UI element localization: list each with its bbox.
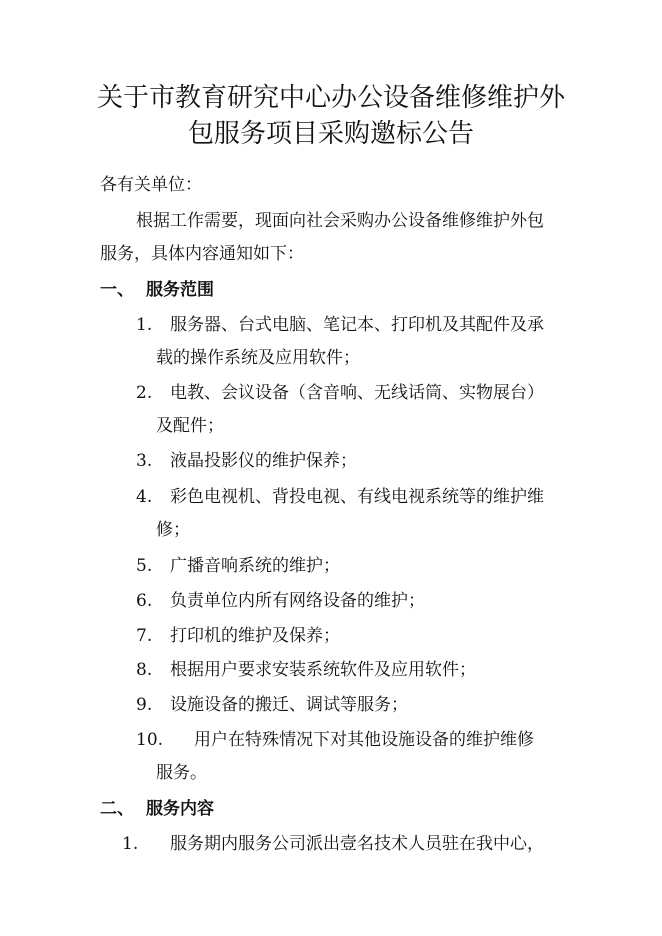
list-item-text: 服务器、台式电脑、笔记本、打印机及其配件及承	[170, 315, 544, 335]
list-item-number: 10.	[136, 730, 164, 750]
list-item-text: 广播音响系统的维护；	[170, 556, 340, 576]
list-item-text: 根据用户要求安装系统软件及应用软件；	[170, 660, 476, 680]
salutation: 各有关单位：	[100, 175, 202, 195]
section-1-number: 一、	[100, 280, 134, 300]
list-item-text-continued: 及配件；	[156, 416, 224, 436]
list-item-number: 7.	[136, 626, 153, 646]
intro-line-1: 根据工作需要，现面向社会采购办公设备维修维护外包	[136, 211, 544, 231]
list-item-text: 用户在特殊情况下对其他设施设备的维护维修	[194, 730, 534, 750]
list-item-text: 服务期内服务公司派出壹名技术人员驻在我中心，	[170, 834, 544, 854]
list-item-number: 6.	[136, 591, 153, 611]
list-item-text: 设施设备的搬迁、调试等服务；	[170, 695, 408, 715]
document-title-line-2: 包服务项目采购邀标公告	[187, 119, 474, 149]
list-item-text: 负责单位内所有网络设备的维护；	[170, 591, 425, 611]
list-item-text: 彩色电视机、背投电视、有线电视系统等的维护维	[170, 487, 544, 507]
list-item-text-continued: 修；	[156, 520, 190, 540]
list-item-number: 2.	[136, 383, 153, 403]
list-item-number: 1.	[122, 834, 139, 854]
list-item-number: 9.	[136, 695, 153, 715]
section-2-heading: 服务内容	[146, 799, 214, 819]
list-item-number: 1.	[136, 315, 153, 335]
list-item-text: 打印机的维护及保养；	[170, 626, 340, 646]
list-item-number: 8.	[136, 660, 153, 680]
list-item-text: 液晶投影仪的维护保养；	[170, 451, 357, 471]
list-item-text: 电教、会议设备（含音响、无线话筒、实物展台）	[170, 383, 544, 403]
section-2-number: 二、	[100, 799, 134, 819]
section-1-heading: 服务范围	[146, 280, 214, 300]
list-item-number: 4.	[136, 487, 153, 507]
list-item-number: 5.	[136, 556, 153, 576]
document-title-line-1: 关于市教育研究中心办公设备维修维护外	[96, 83, 565, 113]
intro-line-2: 服务，具体内容通知如下：	[100, 244, 304, 264]
list-item-text-continued: 服务。	[156, 763, 207, 783]
list-item-text-continued: 载的操作系统及应用软件；	[156, 348, 360, 368]
list-item-number: 3.	[136, 451, 153, 471]
